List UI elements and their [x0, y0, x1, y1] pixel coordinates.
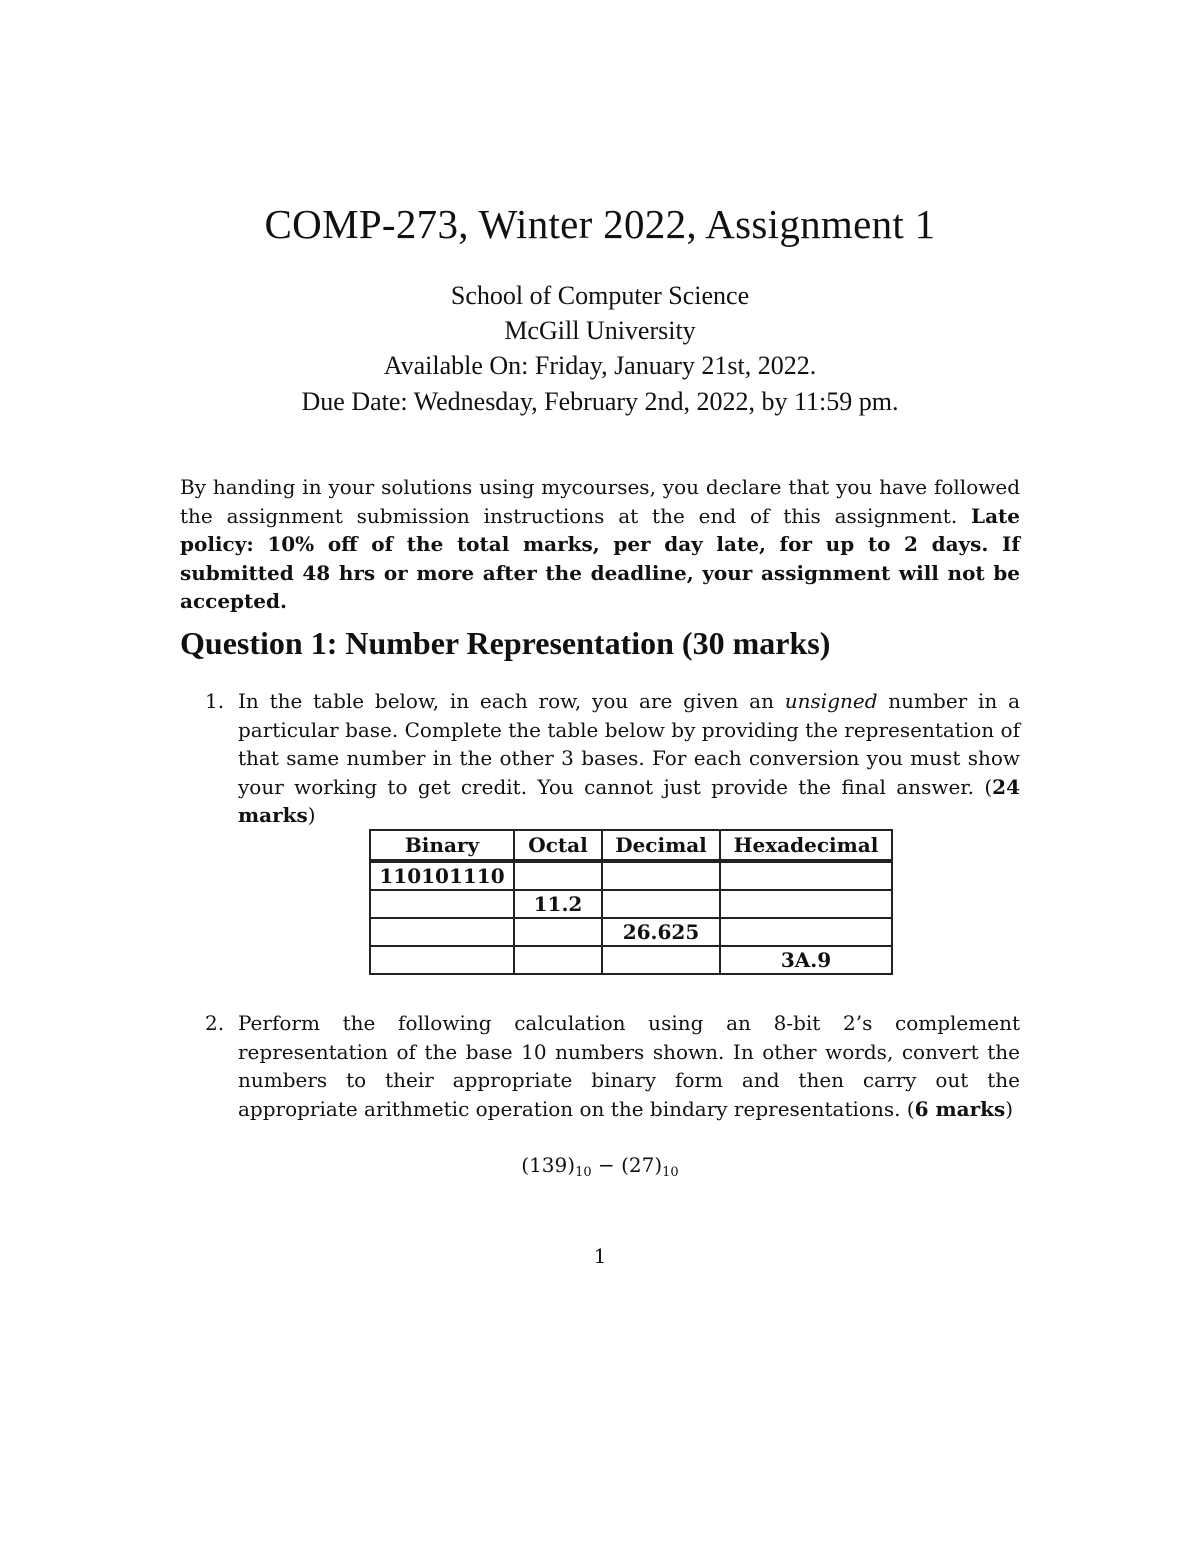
item-marks: 24 marks: [238, 774, 1020, 827]
question-1-part-2: [205, 1009, 1020, 1123]
table-cell: [514, 918, 602, 946]
table-cell: [370, 890, 514, 918]
operator: −: [591, 1153, 622, 1177]
submission-declaration: [180, 473, 1020, 616]
table-cell: [514, 861, 602, 890]
table-row: [370, 890, 892, 918]
table-cell: [720, 861, 892, 890]
item-number: 1.: [205, 689, 225, 713]
operand-a-base: 10: [575, 1165, 592, 1180]
table-row: [370, 861, 892, 890]
university-name: McGill University: [504, 316, 696, 345]
table-row: [370, 946, 892, 974]
school-name: School of Computer Science: [450, 281, 750, 310]
item-emphasis: unsigned: [784, 689, 878, 713]
operand-a: (139): [521, 1153, 576, 1177]
item-text: ): [1005, 1096, 1014, 1121]
due-date: Due Date: Wednesday, February 2nd, 2022, by 11:59 pm.: [301, 387, 899, 416]
assignment-title: COMP-273, Winter 2022, Assignment 1: [264, 201, 936, 247]
table-cell: [720, 918, 892, 946]
table-header-cell: Octal: [514, 830, 602, 861]
question-1-part-1: [205, 687, 1020, 830]
table-cell: [602, 946, 720, 974]
table-cell: [514, 946, 602, 974]
late-policy: Late policy: 10% off of the total marks, per day late, for up to 2 days. If submitted 48 hrs or more after the deadline, your assignment will not be accepted.: [180, 503, 1020, 613]
table-cell: [602, 890, 720, 918]
table-row: [370, 918, 892, 946]
table-cell: [370, 946, 514, 974]
operand-b: (27): [621, 1153, 663, 1177]
table-cell: 3A.9: [720, 946, 892, 974]
item-text: number in a particular base. Complete the table below by providing the representation of that same number in the other 3 bases. For each conversion you must show your working to get credit. You cannot just provide the final answer. (: [238, 689, 1021, 799]
page-number: 1: [593, 1244, 607, 1268]
conversion-table: [369, 829, 893, 975]
item-text: Perform the following calculation using an 8-bit 2’s complement representation of the base 10 numbers shown. In other words, convert the numbers to their appropriate binary form and then carry out the appropriate arithmetic operation on the bindary representations. (: [238, 1011, 1020, 1121]
table-cell: [370, 918, 514, 946]
available-date: Available On: Friday, January 21st, 2022.: [383, 351, 817, 380]
item-text: ): [307, 803, 316, 827]
operand-b-base: 10: [662, 1165, 679, 1180]
table-header-cell: Hexadecimal: [720, 830, 892, 861]
declaration-text: By handing in your solutions using mycourses, you declare that you have followed the assignment submission instructions at the end of this assignment.: [180, 475, 1020, 528]
question-1-heading: Question 1: Number Representation (30 marks): [180, 625, 831, 661]
table-header-cell: Decimal: [602, 830, 720, 861]
table-cell: 11.2: [514, 890, 602, 918]
table-cell: [720, 890, 892, 918]
table-header-cell: Binary: [370, 830, 514, 861]
table-header-row: [370, 830, 892, 861]
calculation-expression: [0, 1153, 1200, 1180]
item-text: In the table below, in each row, you are given an: [238, 689, 785, 713]
item-marks: 6 marks: [914, 1096, 1006, 1121]
table-cell: 26.625: [602, 918, 720, 946]
table-cell: 110101110: [370, 861, 514, 890]
table-cell: [602, 861, 720, 890]
item-number: 2.: [205, 1011, 225, 1035]
